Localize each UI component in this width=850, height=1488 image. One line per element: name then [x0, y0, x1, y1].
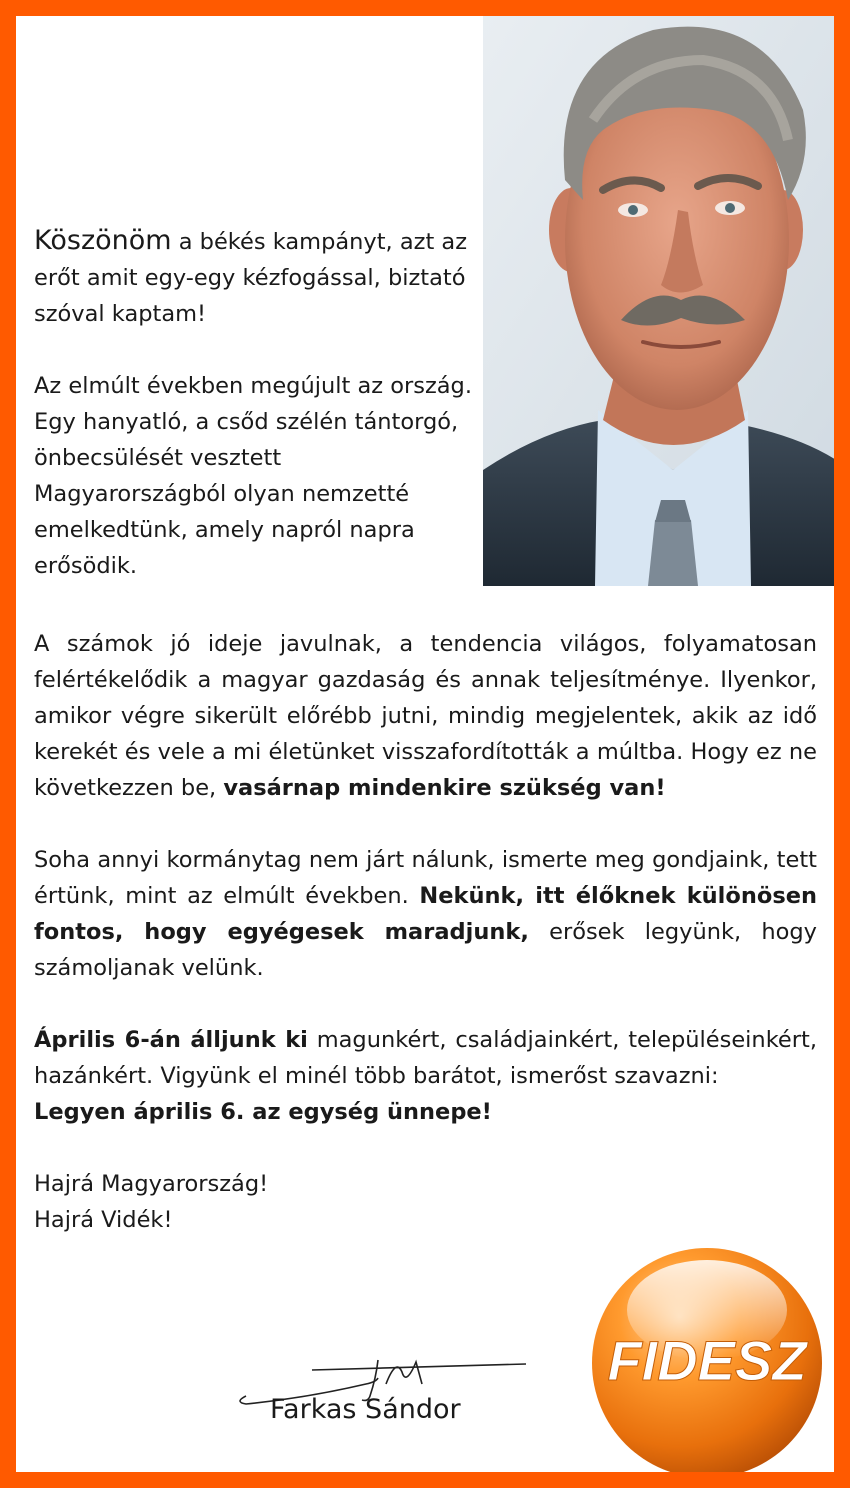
closing-line-1: Hajrá Magyarország!: [34, 1171, 269, 1197]
closing-line-2: Hajrá Vidék!: [34, 1207, 173, 1233]
intro-paragraph-1: [34, 223, 474, 332]
paragraph-3-bold: vasárnap mindenkire szükség van!: [223, 775, 666, 801]
paragraph-5-bold: Április 6-án álljunk ki: [34, 1027, 308, 1053]
paragraph-3: [34, 626, 817, 806]
paragraph-4: [34, 842, 817, 986]
paragraph-5-text: magunkért, családjainkért, településeinkért, hazánkért. Vigyünk el minél több barátot, ismerőst szavazni:: [34, 1027, 817, 1089]
paragraph-4-text: Soha annyi kormánytag nem járt nálunk, ismerte meg gondjaink, tett értünk, mint az elmúlt években.: [34, 847, 817, 909]
lead-rest: a békés kampányt, azt az erőt amit egy-egy kézfogással, biztató szóval kaptam!: [34, 229, 468, 327]
signer-name: Farkas Sándor: [270, 1394, 461, 1425]
paragraph-3-text: A számok jó ideje javulnak, a tendencia világos, folyamatosan felértékelődik a magyar gazdaság és annak teljesítménye. Ilyenkor, amikor végre sikerült előrébb jutni, mindig megjelentek, akik az idő kerekét és vele a mi életünket visszafordították a múltba. Hogy ez ne következzen be,: [34, 631, 817, 801]
intro-text: [34, 223, 474, 620]
main-text: [34, 626, 817, 1238]
lead-word: Köszönöm: [34, 225, 172, 256]
logo-text: FIDESZ: [607, 1329, 807, 1392]
slogan: Legyen április 6. az egység ünnepe!: [34, 1099, 492, 1125]
intro-paragraph-2: Az elmúlt években megújult az ország. Egy hanyatló, a csőd szélén tántorgó, önbecsülését vesztett Magyarországból olyan nemzetté emelkedtünk, amely napról napra erősödik.: [34, 373, 472, 579]
candidate-portrait: [483, 0, 850, 586]
paragraph-5: [34, 1022, 817, 1094]
paragraph-4-tail: erősek legyünk, hogy számoljanak velünk.: [34, 919, 817, 981]
paragraph-4-bold: Nekünk, itt élőknek különösen fontos, hogy egyégesek maradjunk,: [34, 883, 817, 945]
fidesz-logo: [582, 1238, 832, 1488]
closing-lines: [34, 1166, 817, 1238]
